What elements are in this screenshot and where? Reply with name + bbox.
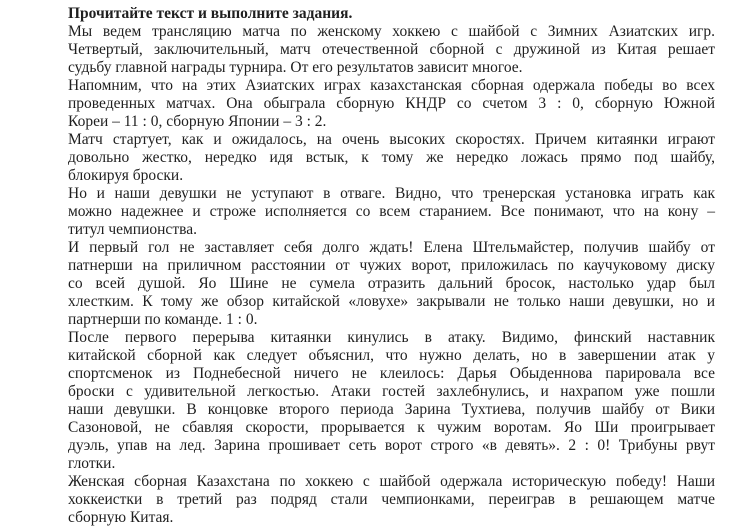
text-line: хлестким. К тому же обзор китайской «ловухе» закрывали не только наши девушки, но и [68, 293, 715, 310]
text-line: Сазоновой, не сбавляя скорости, прорывается к чужим воротам. Яо Ши проигрывает [68, 419, 715, 436]
text-line: После первого перерыва китаянки кинулись в атаку. Видимо, финский наставник [68, 329, 715, 346]
paragraph [68, 473, 715, 527]
text-line: довольно жестко, нередко идя встык, к тому же нередко ложась прямо под шайбу, [68, 149, 715, 166]
text-line: титул чемпионства. [68, 221, 197, 238]
paragraph [68, 77, 715, 131]
paragraph [68, 239, 715, 329]
text-line: со всей душой. Яо Шине не сумела отразить дальний бросок, настолько удар был [68, 275, 715, 292]
text-line: судьбу главной награды турнира. От его результатов зависит многое. [68, 59, 523, 76]
paragraph [68, 185, 715, 239]
document-body [68, 23, 715, 527]
text-line: Женская сборная Казахстана по хоккею с шайбой одержала историческую победу! Наши [68, 473, 715, 490]
paragraph [68, 23, 715, 77]
text-line: можно надежнее и строже исполняется со всем старанием. Все понимают, что на кону – [68, 203, 715, 220]
text-line: партнерши по команде. 1 : 0. [68, 311, 258, 328]
text-line: Четвертый, заключительный, матч отечественной сборной с дружиной из Китая решает [68, 41, 715, 58]
paragraph [68, 329, 715, 473]
text-line: наши девушки. В концовке второго периода Зарина Тухтиева, получив шайбу от Вики [68, 401, 715, 418]
text-line: броски с удивительной легкостью. Атаки гостей захлебнулись, и нахрапом уже пошли [68, 383, 715, 400]
text-line: дуэль, упав на лед. Зарина прошивает сеть ворот строго «в девять». 2 : 0! Трибуны рвут [68, 437, 715, 454]
document-heading: Прочитайте текст и выполните задания. [68, 5, 353, 22]
text-line: И первый гол не заставляет себя долго ждать! Елена Штельмайстер, получив шайбу от [68, 239, 715, 256]
text-line: Мы ведем трансляцию матча по женскому хоккею с шайбой с Зимних Азиатских игр. [68, 23, 715, 40]
text-line: патнерши на приличном расстоянии от чужих ворот, приложилась по каучуковому диску [68, 257, 715, 274]
paragraph [68, 131, 715, 185]
text-line: проведенных матчах. Она обыграла сборную КНДР со счетом 3 : 0, сборную Южной [68, 95, 715, 112]
text-line: спортсменок из Поднебесной ничего не клеилось: Дарья Обыденнова парировала все [68, 365, 715, 382]
text-line: Но и наши девушки не уступают в отваге. Видно, что тренерская установка играть как [68, 185, 715, 202]
text-line: блокируя броски. [68, 167, 184, 184]
text-line: сборную Китая. [68, 509, 174, 526]
text-line: Кореи – 11 : 0, сборную Японии – 3 : 2. [68, 113, 327, 130]
text-line: глотки. [68, 455, 116, 472]
text-line: китайской сборной как следует объяснил, что нужно делать, но в завершении атак у [68, 347, 715, 364]
text-line: Напомним, что на этих Азиатских играх казахстанская сборная одержала победы во всех [68, 77, 715, 94]
text-line: Матч стартует, как и ожидалось, на очень высоких скоростях. Причем китаянки играют [68, 131, 715, 148]
text-line: хоккеистки в третий раз подряд стали чемпионками, переиграв в решающем матче [68, 491, 715, 508]
